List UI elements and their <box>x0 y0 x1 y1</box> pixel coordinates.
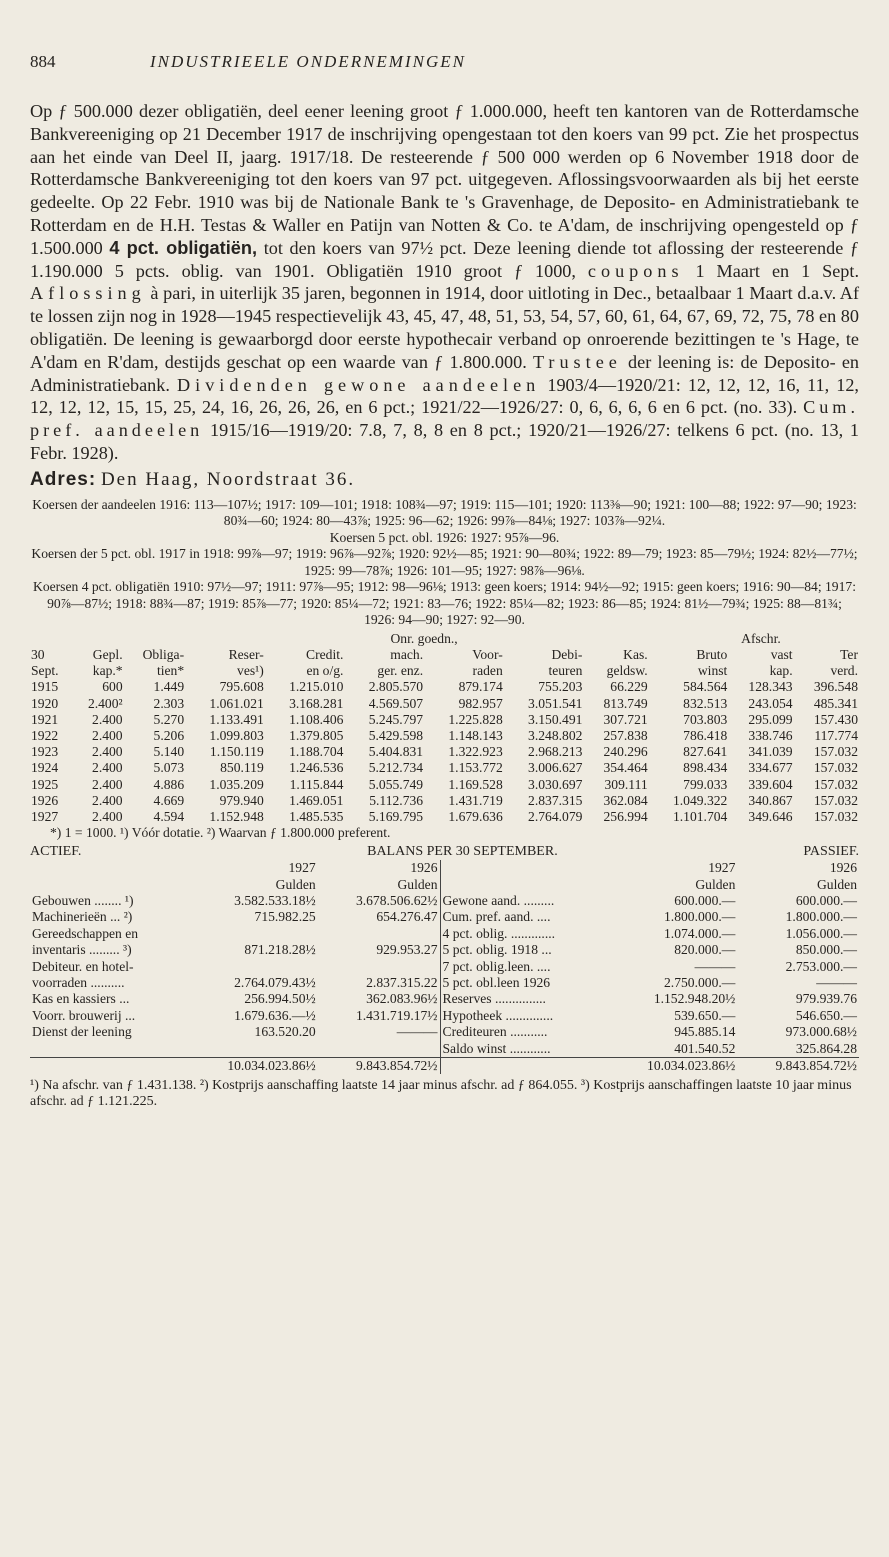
balance-item-label <box>30 1041 186 1058</box>
table-cell: 979.940 <box>219 792 264 808</box>
table-cell: 5.270 <box>153 711 185 727</box>
koersen-4pct-1910: Koersen 4 pct. obligatiën 1910: 97½—97; 1911: 97⅞—95; 1912: 98—96⅛; 1913: geen koers; 1914: 94½—92; 1915: geen koers; 1916: 90—84; 1917: 90⅞—87½; 1918: 88¾—87; 1919: 85⅞—77; 1920: 85¼—72; 1921: 83—76; 1922: 85¼—82; 1923: 86—85; 1924: 81½—79¾; 1925: 88—81¾; 1926: 94—90; 1927: 92—90. <box>33 579 856 628</box>
table-cell: 2.400 <box>92 711 123 727</box>
fin-header-col: kap.* <box>92 663 123 679</box>
balance-item-label: Cum. pref. aand. .... <box>442 909 551 925</box>
table-cell: 1923 <box>31 744 59 760</box>
balance-value: 546.650.— <box>795 1007 857 1023</box>
balance-value: ——— <box>396 1024 438 1040</box>
balance-value: 979.939.76 <box>795 991 857 1007</box>
balance-row <box>30 1041 859 1058</box>
balance-value: 654.276.47 <box>376 909 438 925</box>
table-cell: 243.054 <box>748 695 793 711</box>
year-actief-1926: 1926 <box>410 860 438 876</box>
balance-row <box>30 959 859 975</box>
fin-header-col: Bruto <box>696 646 728 662</box>
total-passief-1926: 9.843.854.72½ <box>737 1058 859 1075</box>
balance-value: ——— <box>694 958 736 974</box>
table-cell: 157.032 <box>813 792 858 808</box>
table-row <box>30 679 859 695</box>
table-cell: 1.108.406 <box>289 711 344 727</box>
fin-header-col: raden <box>472 663 503 679</box>
price-history <box>30 497 859 629</box>
fin-header-col: Kas. <box>623 646 648 662</box>
table-cell: 354.464 <box>603 760 648 776</box>
table-row <box>30 809 859 825</box>
balance-value: 539.650.— <box>674 1007 736 1023</box>
balance-value: 1.074.000.— <box>664 925 736 941</box>
year-passief-1927: 1927 <box>708 860 736 876</box>
table-cell: 4.569.507 <box>368 695 424 711</box>
table-cell: 2.968.213 <box>528 744 583 760</box>
fin-header-col: Gepl. <box>92 646 123 662</box>
table-cell: 1.246.536 <box>289 760 344 776</box>
fin-header-col: teuren <box>548 663 583 679</box>
balance-item-label: Gebouwen ........ ¹) <box>32 893 134 908</box>
spaced-aflossing: Aflossing <box>30 283 146 304</box>
table-cell: 1.485.535 <box>289 808 344 824</box>
address-label: Adres: <box>30 468 97 490</box>
table-cell: 5.206 <box>153 727 185 743</box>
body-text-6: 1903/4—1920/21: 12, 12, 12, 16, 11, 12, 12, 12, 12, 15, 15, 25, 24, 16, 26, 26, 26, en 6 pct.; 1921/22—1926/27: 0, 6, 6, 6, 6 en 6 pct. (no. 33). <box>30 374 859 418</box>
unit-passief-1926: Gulden <box>816 876 857 892</box>
table-cell: 600 <box>102 679 123 695</box>
table-cell: 3.150.491 <box>528 711 583 727</box>
table-row <box>30 744 859 760</box>
table-cell: 5.073 <box>153 760 185 776</box>
balance-item-label: Reserves ............... <box>442 991 546 1007</box>
table-cell: 5.169.795 <box>368 808 424 824</box>
table-cell: 1.449 <box>153 679 185 695</box>
fin-header-col: vast <box>770 646 793 662</box>
table-cell: 703.803 <box>683 711 728 727</box>
table-cell: 157.430 <box>813 711 858 727</box>
table-cell: 157.032 <box>813 744 858 760</box>
balance-heading <box>30 844 859 860</box>
total-actief-1926: 9.843.854.72½ <box>318 1058 440 1075</box>
table-cell: 157.032 <box>813 808 858 824</box>
balance-totals <box>30 1058 859 1075</box>
table-cell: 5.112.736 <box>369 792 424 808</box>
balance-value: 1.056.000.— <box>785 925 857 941</box>
balance-item-label: Saldo winst ............ <box>442 1040 551 1056</box>
balance-value: 2.764.079.43½ <box>234 975 316 991</box>
unit-actief-1927: Gulden <box>275 876 316 892</box>
table-row <box>30 728 859 744</box>
table-cell: 1.101.704 <box>672 808 728 824</box>
balance-value: 850.000.— <box>795 942 857 958</box>
koersen-aandeelen: Koersen der aandeelen 1916: 113—107½; 1917: 109—101; 1918: 108¾—97; 1919: 115—101; 1920: 113⅜—90; 1921: 100—88; 1922: 97—90; 1923: 80¾—60; 1924: 80—43⅞; 1925: 96—62; 1926: 99⅞—84⅛; 1927: 103⅞—92¼. <box>32 496 857 529</box>
footnotes <box>30 1078 859 1110</box>
table-cell: 1.152.948 <box>209 808 264 824</box>
balance-value: 929.953.27 <box>376 942 438 958</box>
running-title: INDUSTRIEELE ONDERNEMINGEN <box>150 52 466 71</box>
actief-label: ACTIEF. <box>30 844 82 860</box>
address-line <box>30 467 859 493</box>
fin-header-col: 30 <box>31 646 45 662</box>
balance-value: 2.837.315.22 <box>366 975 438 991</box>
subheading-obligaties: 4 pct. obligatiën, <box>109 237 258 258</box>
fin-header-col: Ter <box>840 646 858 662</box>
table-cell: 1.115.844 <box>289 776 344 792</box>
table-cell: 339.604 <box>748 776 793 792</box>
balance-item-label: Gereedschappen en <box>32 925 139 941</box>
fin-header-top-1: Onr. goedn., <box>390 630 458 646</box>
total-passief-1927: 10.034.023.86½ <box>606 1058 737 1075</box>
table-cell: 1920 <box>31 695 59 711</box>
company-description <box>30 100 859 465</box>
fin-header-col: Obliga- <box>142 646 185 662</box>
page-header <box>30 52 859 72</box>
table-cell: 1924 <box>31 760 59 776</box>
balance-value: 871.218.28½ <box>244 942 316 958</box>
balance-item-label: inventaris ......... ³) <box>32 942 132 958</box>
koersen-5pct-1917: Koersen der 5 pct. obl. 1917 in 1918: 99⅞—97; 1919: 96⅞—92⅞; 1920: 92½—85; 1921: 90—80¾; 1922: 89—79; 1923: 85—79½; 1924: 82½—77½; 1925: 99—78⅞; 1926: 101—95; 1927: 98⅞—96⅛. <box>31 546 858 578</box>
table-cell: 349.646 <box>748 808 793 824</box>
table-cell: 1.049.322 <box>672 792 728 808</box>
table-cell: 4.669 <box>153 792 185 808</box>
balance-row <box>30 1024 859 1040</box>
balance-value <box>186 959 317 975</box>
balance-row <box>30 926 859 942</box>
table-cell: 1.148.143 <box>448 727 503 743</box>
fin-header-top-2: Afschr. <box>741 630 781 646</box>
table-cell: 1.379.805 <box>289 727 344 743</box>
table-cell: 584.564 <box>683 679 728 695</box>
balance-item-label: 5 pct. obl.leen 1926 <box>442 975 551 991</box>
year-passief-1926: 1926 <box>829 860 857 876</box>
fin-header-col: Voor- <box>472 646 503 662</box>
spaced-coupons: coupons <box>587 260 684 281</box>
financial-table <box>30 631 859 825</box>
balance-value: 973.000.68½ <box>785 1024 857 1040</box>
table-cell: 1.225.828 <box>448 711 503 727</box>
balance-value: 1.152.948.20½ <box>653 991 736 1007</box>
balance-value: 3.582.533.18½ <box>234 893 316 908</box>
fin-header-col: en o/g. <box>306 663 344 679</box>
table-cell: 338.746 <box>748 727 793 743</box>
balance-item-label: 4 pct. oblig. ............. <box>442 925 556 941</box>
balance-value <box>318 1041 440 1058</box>
balance-value: 1.800.000.— <box>664 909 736 925</box>
table-cell: 795.608 <box>219 679 264 695</box>
table-cell: 2.764.079 <box>528 808 583 824</box>
table-row <box>30 696 859 712</box>
balance-item-label: Gewone aand. ......... <box>442 893 555 908</box>
balance-item-label: Crediteuren ........... <box>442 1024 548 1040</box>
table-cell: 982.957 <box>458 695 503 711</box>
table-cell: 1.169.528 <box>448 776 503 792</box>
balance-value: ——— <box>816 975 857 991</box>
balance-row <box>30 975 859 991</box>
table-cell: 786.418 <box>683 727 728 743</box>
table-cell: 66.229 <box>610 679 648 695</box>
unit-passief-1927: Gulden <box>695 876 736 892</box>
balance-value: 1.431.719.17½ <box>355 1007 438 1023</box>
unit-actief-1926: Gulden <box>397 876 438 892</box>
koersen-5pct-1926: Koersen 5 pct. obl. 1926: 1927: 95⅞—96. <box>329 529 560 545</box>
table-cell: 1.099.803 <box>209 727 264 743</box>
table-cell: 2.400 <box>92 760 123 776</box>
table-cell: 256.994 <box>603 808 648 824</box>
balance-item-label: Dienst der leening <box>32 1024 132 1040</box>
table-cell: 257.838 <box>603 727 648 743</box>
table-cell: 1.679.636 <box>448 808 503 824</box>
total-actief-1927: 10.034.023.86½ <box>186 1058 317 1075</box>
table-cell: 813.749 <box>603 695 648 711</box>
balance-value <box>318 959 440 975</box>
balance-value: 600.000.— <box>795 893 857 908</box>
table-cell: 1921 <box>31 711 59 727</box>
table-row <box>30 760 859 776</box>
table-cell: 1.035.209 <box>209 776 264 792</box>
table-cell: 755.203 <box>538 679 583 695</box>
table-cell: 2.805.570 <box>368 679 424 695</box>
fin-header-col: winst <box>697 663 728 679</box>
table-cell: 362.084 <box>603 792 648 808</box>
table-cell: 485.341 <box>813 695 858 711</box>
address-text: Den Haag, Noordstraat 36. <box>100 468 356 490</box>
table-cell: 1927 <box>31 808 59 824</box>
table-cell: 1.215.010 <box>289 679 344 695</box>
table-cell: 5.404.831 <box>368 744 424 760</box>
table-cell: 5.245.797 <box>368 711 424 727</box>
balance-item-label: 5 pct. oblig. 1918 ... <box>442 942 552 958</box>
balance-value <box>186 926 317 942</box>
table-cell: 307.721 <box>603 711 648 727</box>
body-text-7: 1915/16—1919/20: 7.8, 7, 8, 8 en 8 pct.; 1920/21—1926/27: telkens 6 pct. (no. 13, 1 Febr. 1928). <box>30 420 859 463</box>
table-cell: 1.150.119 <box>209 744 264 760</box>
table-cell: 1.469.051 <box>289 792 344 808</box>
year-actief-1927: 1927 <box>288 860 316 876</box>
table-cell: 117.774 <box>814 727 858 743</box>
fin-header-col: Credit. <box>306 646 344 662</box>
table-cell: 4.594 <box>153 808 185 824</box>
balance-item-label: Machinerieën ... ²) <box>32 909 133 925</box>
balance-item-label: Voorr. brouwerij ... <box>32 1007 136 1023</box>
table-cell: 1925 <box>31 776 59 792</box>
balance-value: 256.994.50½ <box>244 991 316 1007</box>
table-cell: 2.837.315 <box>528 792 583 808</box>
table-cell: 3.168.281 <box>289 695 344 711</box>
balance-value: 1.679.636.—½ <box>234 1007 316 1023</box>
balance-value: 715.982.25 <box>254 909 316 925</box>
body-text-4: à pari, in uiterlijk 35 jaren, begonnen in 1914, door uitloting in Dec., betaalbaar 1 Maart d.a.v. Af te lossen zijn nog in 1928—1945 respectievelijk 43, 45, 47, 48, 51, 53, 54, 57, 60, 61, 64, 67, 69, 72, 75, 78 en 80 obligatiën. De leening is gewaarborgd door eerste hypothecair verband op onroerende bezittingen te 's Hage, te A'dam en R'dam, destijds geschat op een waarde van ƒ 1.800.000. <box>30 283 859 372</box>
table-cell: 334.677 <box>748 760 793 776</box>
table-cell: 2.400 <box>92 727 123 743</box>
table-cell: 4.886 <box>153 776 185 792</box>
table-cell: 5.212.734 <box>368 760 424 776</box>
fin-header-col: verd. <box>830 663 858 679</box>
table-cell: 2.400 <box>92 808 123 824</box>
body-text-3: 1 Maart en 1 Sept. <box>683 260 860 281</box>
table-cell: 1.322.923 <box>448 744 503 760</box>
table-cell: 799.033 <box>683 776 728 792</box>
balance-value: 3.678.506.62½ <box>355 893 438 908</box>
fin-header-col: ves¹) <box>237 663 264 679</box>
balance-row <box>30 909 859 925</box>
table-row <box>30 712 859 728</box>
balance-title: BALANS PER 30 SEPTEMBER. <box>367 844 558 860</box>
balance-item-label: Kas en kassiers ... <box>32 991 130 1007</box>
table-cell: 157.032 <box>813 760 858 776</box>
table-cell: 2.303 <box>153 695 185 711</box>
table-cell: 1926 <box>31 792 59 808</box>
balance-value: 600.000.— <box>674 893 736 908</box>
balance-value: 401.540.52 <box>674 1040 736 1056</box>
table-cell: 295.099 <box>748 711 793 727</box>
footnote-text: ¹) Na afschr. van ƒ 1.431.138. ²) Kostprijs aanschaffing laatste 14 jaar minus afschr. ad ƒ 864.055. ³) Kostprijs aanschaffingen laatste 10 jaar minus afschr. ad ƒ 1.121.225. <box>30 1078 852 1110</box>
balance-value: 945.885.14 <box>674 1024 736 1040</box>
balance-value: 2.753.000.— <box>785 958 857 974</box>
table-cell: 1922 <box>31 727 59 743</box>
table-cell: 2.400 <box>92 776 123 792</box>
table-cell: 1.431.719 <box>448 792 503 808</box>
fin-header-col: tien* <box>156 663 185 679</box>
passief-label: PASSIEF. <box>803 844 859 860</box>
balance-value: 2.750.000.— <box>664 975 736 991</box>
table-cell: 5.140 <box>153 744 185 760</box>
balance-row <box>30 942 859 958</box>
table-row <box>30 777 859 793</box>
balance-value: 1.800.000.— <box>785 909 857 925</box>
balance-item-label: voorraden .......... <box>32 975 125 991</box>
balance-row <box>30 991 859 1007</box>
balance-item-label: Debiteur. en hotel- <box>32 958 134 974</box>
body-text-5: der leening is: de Deposito- en Administratiebank. <box>30 351 859 395</box>
table-cell: 5.055.749 <box>368 776 424 792</box>
page-number: 884 <box>30 52 56 71</box>
balance-row <box>30 1008 859 1024</box>
body-text-1: Op ƒ 500.000 dezer obligatiën, deel eener leening groot ƒ 1.000.000, heeft ten kantoren van de Rotterdamsche Bankvereeniging op 21 December 1917 de inschrijving opengestaan tot den koers van 99 pct. Zie het prospectus aan het einde van Deel II, jaarg. 1917/18. De resteerende ƒ 500 000 werden op 6 November 1918 door de Rotterdamsche Bankvereeniging tot den koers van 97 pct. uitgegeven. Aflossingsvoorwaarden als bij het eerste gedeelte. Op 22 Febr. 1910 was bij de Nationale Bank te 's Gravenhage, de Deposito- en Administratiebank te Rotterdam en de H.H. Testas & Waller en Patijn van Notten & Co. te A'dam, de inschrijving opengesteld op ƒ 1.500.000 <box>30 101 859 258</box>
table-cell: 827.641 <box>683 744 728 760</box>
table-cell: 1.153.772 <box>448 760 503 776</box>
balance-item-label: 7 pct. oblig.leen. .... <box>442 958 551 974</box>
balance-value: 325.864.28 <box>795 1040 857 1056</box>
table-cell: 3.051.541 <box>528 695 583 711</box>
table-cell: 5.429.598 <box>368 727 424 743</box>
table-cell: 2.400 <box>92 792 123 808</box>
table-cell: 340.867 <box>748 792 793 808</box>
balance-item-label: Hypotheek .............. <box>442 1007 554 1023</box>
spaced-dividenden: Dividenden gewone aandeelen <box>177 374 541 395</box>
balance-value: 362.083.96½ <box>366 991 438 1007</box>
table-cell: 879.174 <box>458 679 503 695</box>
fin-header-col: Reser- <box>228 646 264 662</box>
fin-header-col: Sept. <box>31 663 59 679</box>
fin-header-col: kap. <box>769 663 793 679</box>
balance-value <box>186 1041 317 1058</box>
table-cell: 898.434 <box>683 760 728 776</box>
table-cell: 240.296 <box>603 744 648 760</box>
body-text-2: tot den koers van 97½ pct. Deze leening diende tot aflossing der resteerende ƒ 1.190.000 5 pcts. oblig. van 1901. Obligatiën 1910 groot ƒ 1000, <box>30 237 859 281</box>
table-cell: 128.343 <box>748 679 793 695</box>
table-cell: 396.548 <box>813 679 858 695</box>
table-cell: 3.006.627 <box>528 760 583 776</box>
table-cell: 2.400 <box>92 744 123 760</box>
table-cell: 3.030.697 <box>528 776 583 792</box>
balance-value <box>318 926 440 942</box>
table-cell: 1915 <box>31 679 59 695</box>
table-note: *) 1 = 1000. ¹) Vóór dotatie. ²) Waarvan ƒ 1.800.000 preferent. <box>50 825 391 841</box>
fin-header-col: geldsw. <box>606 663 648 679</box>
table-cell: 2.400² <box>87 695 123 711</box>
fin-header-col: ger. enz. <box>377 663 424 679</box>
balance-value: 163.520.20 <box>254 1024 316 1040</box>
balance-row <box>30 893 859 909</box>
table-cell: 1.133.491 <box>209 711 264 727</box>
spaced-trustee: Trustee <box>532 351 622 372</box>
spaced-cum-pref: Cum. pref. aandeelen <box>30 397 859 441</box>
balance-sheet <box>30 860 859 1074</box>
table-cell: 1.188.704 <box>289 744 344 760</box>
table-cell: 832.513 <box>683 695 728 711</box>
table-cell: 850.119 <box>220 760 264 776</box>
table-row <box>30 793 859 809</box>
table-cell: 309.111 <box>604 776 648 792</box>
balance-value: 820.000.— <box>674 942 736 958</box>
table-cell: 341.039 <box>748 744 793 760</box>
table-cell: 157.032 <box>813 776 858 792</box>
table-cell: 3.248.802 <box>528 727 583 743</box>
table-cell: 1.061.021 <box>209 695 264 711</box>
fin-header-col: mach. <box>390 646 424 662</box>
fin-header-col: Debi- <box>551 646 583 662</box>
